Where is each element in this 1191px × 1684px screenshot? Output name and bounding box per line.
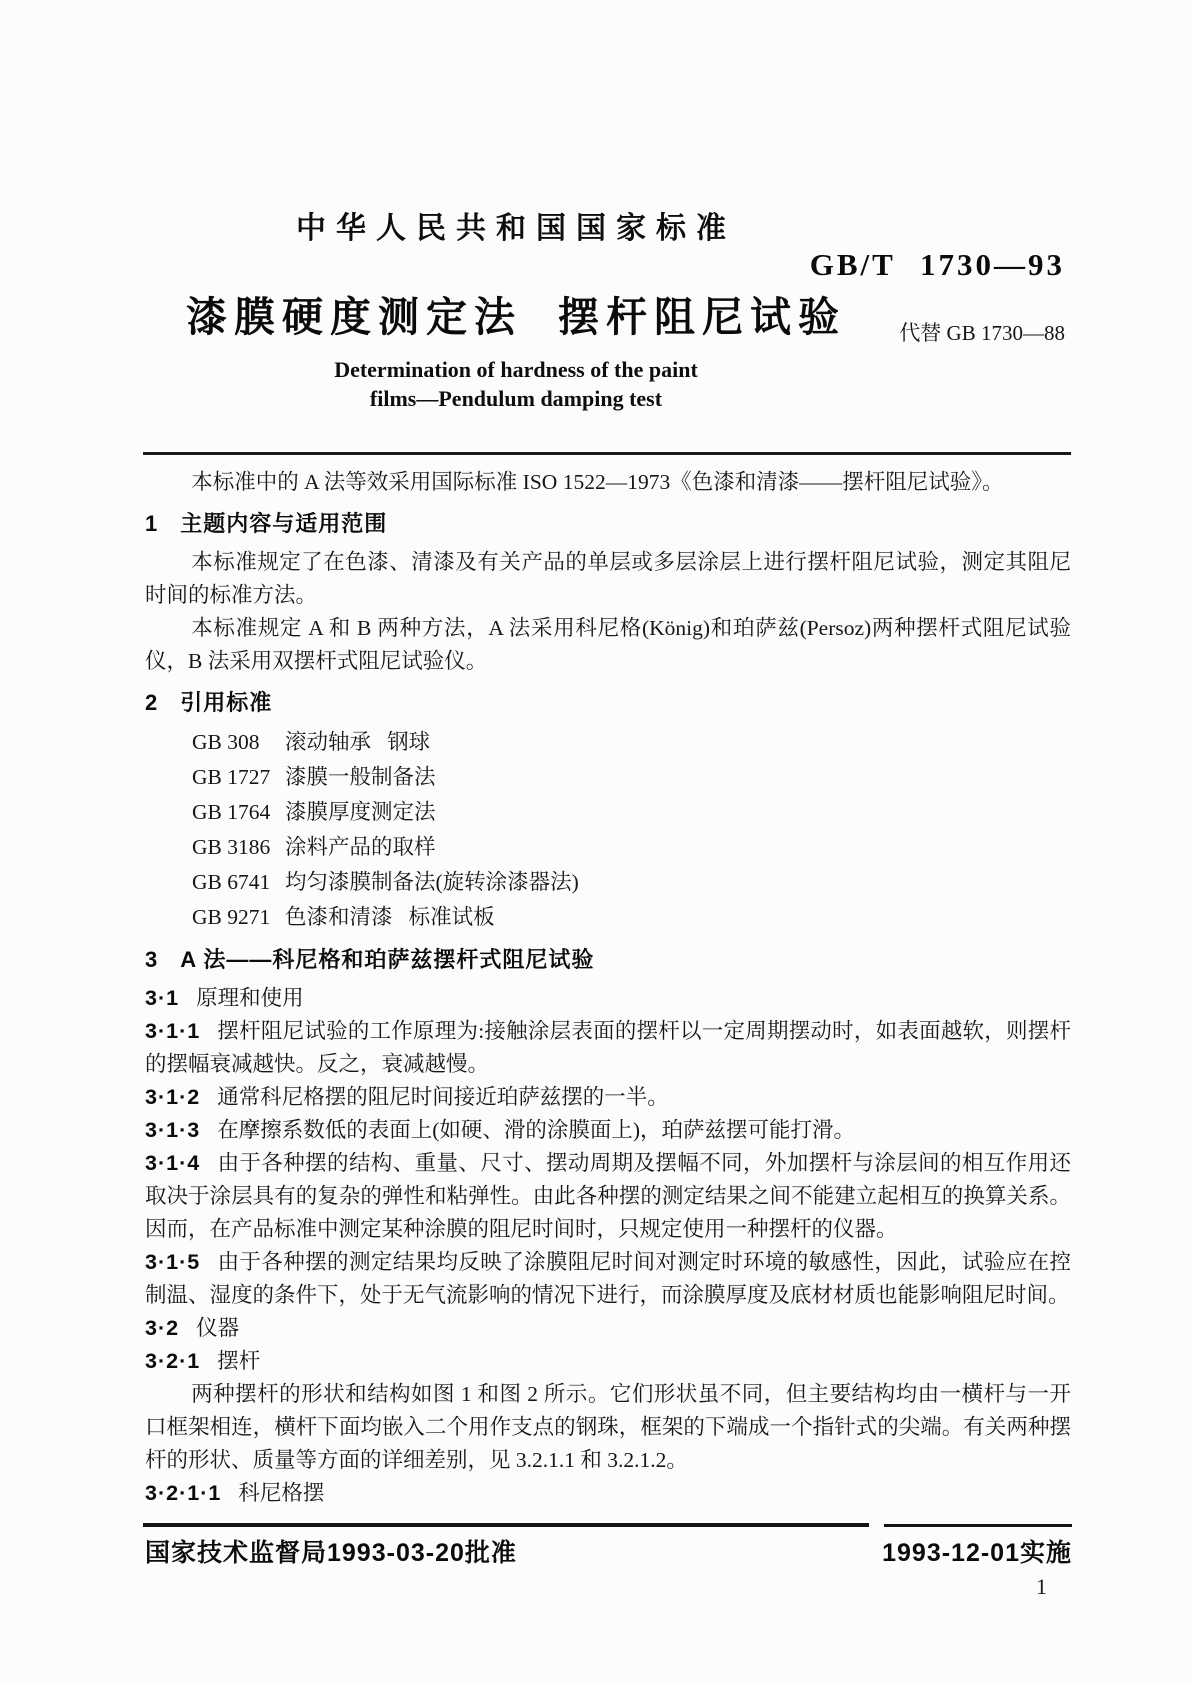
reference-item (145, 865, 1071, 900)
title-cn-part2: 摆杆阻尼试验 (558, 294, 846, 340)
section-1-title: 主题内容与适用范围 (180, 511, 388, 536)
intro-paragraph: 本标准中的 A 法等效采用国际标准 ISO 1522—1973《色漆和清漆——摆杆阻尼试验》。 (191, 470, 1004, 494)
clause-number: 3·2·1 (145, 1349, 201, 1373)
section-2-heading (145, 686, 1071, 719)
clause-number: 3·1·3 (145, 1118, 201, 1142)
clause-number: 3·1·5 (145, 1250, 201, 1274)
clause-number: 3·1·1 (145, 1019, 201, 1043)
reference-item (145, 725, 1071, 760)
reference-item (145, 760, 1071, 795)
supersedes-note: 代替 GB 1730—88 (899, 321, 1065, 345)
clause-number: 3·1·4 (145, 1151, 201, 1175)
clause-text: 由于各种摆的测定结果均反映了涂膜阻尼时间对测定时环境的敏感性，因此，试验应在控制温、湿度的条件下，处于无气流影响的情况下进行，而涂膜厚度及底材材质也能影响阻尼时间。 (145, 1250, 1071, 1307)
section-1-paragraph-2: 本标准规定 A 和 B 两种方法，A 法采用科尼格(König)和珀萨兹(Persoz)两种摆杆式阻尼试验仪，B 法采用双摆杆式阻尼试验仪。 (145, 616, 1071, 673)
standard-label: 中华人民共和国国家标准 (296, 212, 736, 245)
clause-text: 摆杆阻尼试验的工作原理为:接触涂层表面的摆杆以一定周期摆动时，如表面越软，则摆杆的摆幅衰减越快。反之，衰减越慢。 (145, 1019, 1071, 1076)
clause-3-2-heading (145, 1312, 1071, 1345)
reference-name: 均匀漆膜制备法(旋转涂漆器法) (285, 870, 579, 894)
section-1-number: 1 (145, 511, 159, 536)
clause-3-1-3 (145, 1114, 1071, 1147)
document-title-en (145, 355, 887, 413)
footer-implementation-text: 1993-12-01实施 (882, 1539, 1072, 1567)
section-2-title: 引用标准 (180, 690, 273, 715)
document-body (145, 466, 1071, 1510)
reference-code: GB 9271 (192, 905, 271, 929)
clause-3-1-2 (145, 1081, 1071, 1114)
reference-name: 漆膜一般制备法 (285, 765, 436, 789)
reference-item (145, 830, 1071, 865)
clause-3-1-5 (145, 1246, 1071, 1312)
clause-number: 3·2 (145, 1316, 180, 1340)
clause-title: 科尼格摆 (238, 1481, 325, 1505)
title-cn-part1: 漆膜硬度测定法 (186, 294, 522, 340)
clause-number: 3·2·1·1 (145, 1481, 222, 1505)
document-title-cn (145, 284, 887, 343)
reference-code: GB 1727 (192, 765, 271, 789)
reference-code: GB 3186 (192, 835, 271, 859)
clause-number: 3·1 (145, 986, 180, 1010)
footer-rule-left (143, 1523, 869, 1527)
footer-approval-text: 国家技术监督局1993-03-20批准 (145, 1539, 517, 1567)
reference-name: 滚动轴承 钢球 (285, 730, 431, 754)
reference-name: 色漆和清漆 标准试板 (285, 905, 495, 929)
clause-text: 通常科尼格摆的阻尼时间接近珀萨兹摆的一半。 (217, 1085, 669, 1109)
clause-title: 摆杆 (217, 1349, 261, 1373)
reference-code: GB 308 (192, 730, 260, 754)
clause-3-1-1 (145, 1015, 1071, 1081)
clause-3-2-1-paragraph: 两种摆杆的形状和结构如图 1 和图 2 所示。它们形状虽不同，但主要结构均由一横杆与一开口框架相连，横杆下面均嵌入二个用作支点的钢珠，框架的下端成一个指针式的尖端。有关两种摆杆的形状、质量等方面的详细差别，见 3.2.1.1 和 3.2.1.2。 (145, 1382, 1071, 1472)
page-number: 1 (1036, 1574, 1047, 1599)
reference-item (145, 795, 1071, 830)
section-3-heading (145, 943, 1071, 976)
reference-item (145, 900, 1071, 935)
header-divider-rule (143, 452, 1071, 455)
reference-name: 涂料产品的取样 (285, 835, 436, 859)
clause-3-2-1-1-heading (145, 1477, 1071, 1510)
clause-number: 3·1·2 (145, 1085, 201, 1109)
section-3-title: A 法——科尼格和珀萨兹摆杆式阻尼试验 (180, 947, 595, 972)
section-2-number: 2 (145, 690, 159, 715)
reference-name: 漆膜厚度测定法 (285, 800, 436, 824)
clause-3-1-heading (145, 982, 1071, 1015)
clause-text: 由于各种摆的结构、重量、尺寸、摆动周期及摆幅不同，外加摆杆与涂层间的相互作用还取决于涂层具有的复杂的弹性和粘弹性。由此各种摆的测定结果之间不能建立起相互的换算关系。因而，在产品标准中测定某种涂膜的阻尼时间时，只规定使用一种摆杆的仪器。 (145, 1151, 1071, 1241)
section-3-number: 3 (145, 947, 159, 972)
clause-3-2-1-heading (145, 1345, 1071, 1378)
clause-title: 仪器 (196, 1316, 240, 1340)
clause-text: 在摩擦系数低的表面上(如硬、滑的涂膜面上)，珀萨兹摆可能打滑。 (217, 1118, 856, 1142)
section-1-paragraph-1: 本标准规定了在色漆、清漆及有关产品的单层或多层涂层上进行摆杆阻尼试验，测定其阻尼时间的标准方法。 (145, 550, 1071, 607)
clause-3-1-4 (145, 1147, 1071, 1246)
clause-title: 原理和使用 (196, 986, 304, 1010)
footer-rule-right (884, 1524, 1072, 1527)
section-1-heading (145, 507, 1071, 540)
reference-code: GB 1764 (192, 800, 271, 824)
title-en-line1: Determination of hardness of the paint (334, 357, 698, 382)
reference-code: GB 6741 (192, 870, 271, 894)
title-en-line2: films—Pendulum damping test (369, 386, 663, 411)
standard-code: GB/T 1730—93 (809, 247, 1065, 282)
